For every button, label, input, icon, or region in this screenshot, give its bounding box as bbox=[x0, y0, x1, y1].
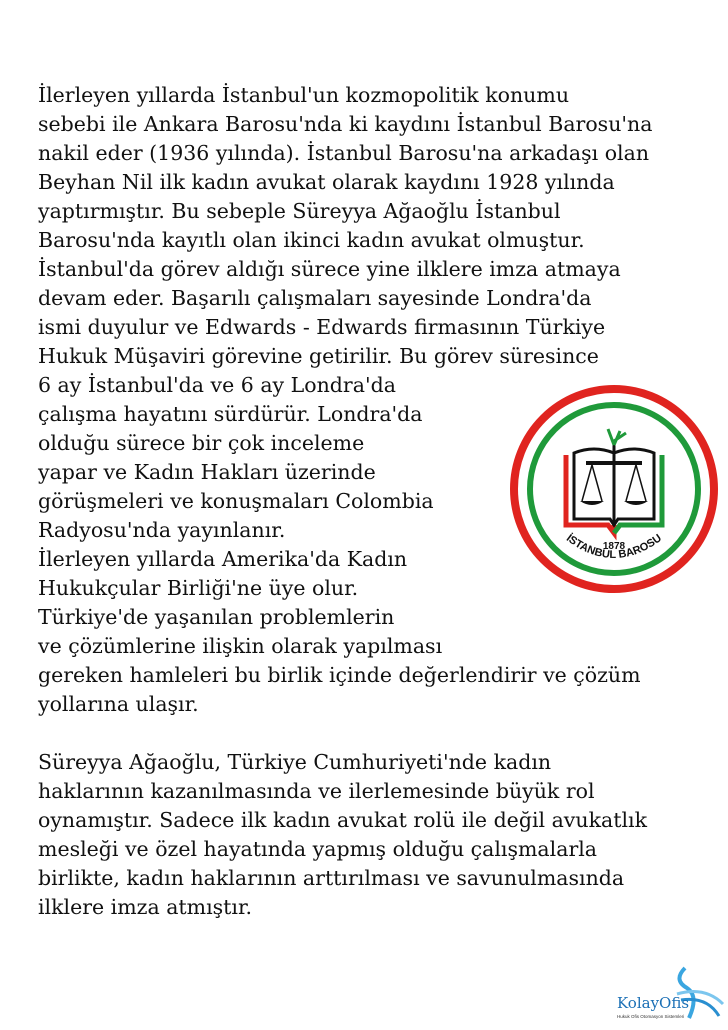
text-line: İlerleyen yıllarda Amerika'da Kadın bbox=[38, 547, 408, 571]
text-line: birlikte, kadın haklarının arttırılması ve savunulmasında bbox=[38, 866, 625, 890]
text-line: Hukuk Müşaviri görevine getirilir. Bu görev süresince bbox=[38, 344, 599, 368]
text-line: gereken hamleleri bu birlik içinde değerlendirir ve çözüm bbox=[38, 663, 641, 687]
text-line: ilklere imza atmıştır. bbox=[38, 895, 253, 919]
seal-name: İSTANBUL BAROSU bbox=[564, 532, 665, 562]
text-line: olduğu sürece bir çok inceleme bbox=[38, 431, 365, 455]
text-line: Türkiye'de yaşanılan problemlerin bbox=[38, 605, 395, 629]
text-line: ismi duyulur ve Edwards - Edwards firmasının Türkiye bbox=[38, 315, 606, 339]
paragraph-2 bbox=[38, 748, 652, 922]
text-line: oynamıştır. Sadece ilk kadın avukat rolü ile değil avukatlık bbox=[38, 808, 647, 832]
text-line: görüşmeleri ve konuşmaları Colombia bbox=[38, 489, 434, 513]
seal-year: 1878 bbox=[602, 541, 626, 552]
text-line: ve çözümlerine ilişkin olarak yapılması bbox=[38, 634, 443, 658]
text-line: devam eder. Başarılı çalışmaları sayesinde Londra'da bbox=[38, 286, 592, 310]
text-line: Süreyya Ağaoğlu, Türkiye Cumhuriyeti'nde kadın bbox=[38, 750, 552, 774]
text-line: Radyosu'nda yayınlanır. bbox=[38, 518, 286, 542]
text-line: Hukukçular Birliği'ne üye olur. bbox=[38, 576, 359, 600]
paragraph-gap bbox=[38, 719, 652, 748]
text-line: yaptırmıştır. Bu sebeple Süreyya Ağaoğlu İstanbul bbox=[38, 199, 561, 223]
text-line: İstanbul'da görev aldığı sürece yine ilklere imza atmaya bbox=[38, 257, 621, 281]
text-line: yapar ve Kadın Hakları üzerinde bbox=[38, 460, 376, 484]
istanbul-barosu-seal-logo bbox=[508, 383, 720, 595]
text-line: yollarına ulaşır. bbox=[38, 692, 199, 716]
text-line: nakil eder (1936 yılında). İstanbul Barosu'na arkadaşı olan bbox=[38, 141, 650, 165]
text-line: 6 ay İstanbul'da ve 6 ay Londra'da bbox=[38, 373, 396, 397]
text-line: çalışma hayatını sürdürür. Londra'da bbox=[38, 402, 423, 426]
text-line: Barosu'nda kayıtlı olan ikinci kadın avukat olmuştur. bbox=[38, 228, 585, 252]
text-line: sebebi ile Ankara Barosu'nda ki kaydını İstanbul Barosu'na bbox=[38, 112, 653, 136]
kolayofis-name: KolayOfis bbox=[617, 994, 690, 1012]
kolayofis-logo bbox=[615, 960, 725, 1025]
text-line: mesleği ve özel hayatında yapmış olduğu çalışmalarla bbox=[38, 837, 598, 861]
text-line: haklarının kazanılmasında ve ilerlemesinde büyük rol bbox=[38, 779, 595, 803]
text-line: Beyhan Nil ilk kadın avukat olarak kaydını 1928 yılında bbox=[38, 170, 615, 194]
text-line: İlerleyen yıllarda İstanbul'un kozmopolitik konumu bbox=[38, 83, 570, 107]
kolayofis-tagline: Hukuk Ofis Otomasyon Sistemleri bbox=[617, 1014, 685, 1019]
